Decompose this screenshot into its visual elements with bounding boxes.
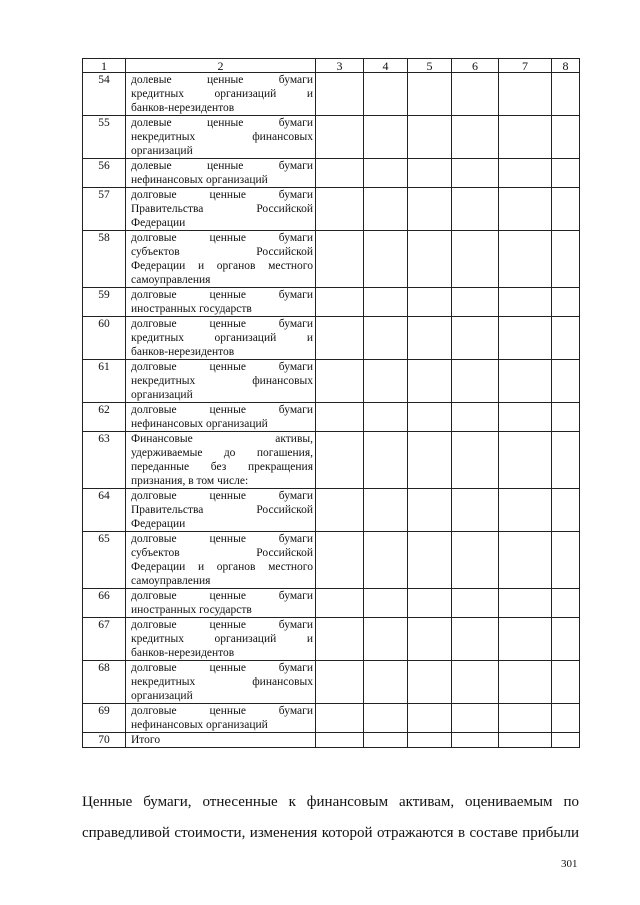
description-line: долговые ценные бумаги [131,189,313,201]
description-line: долевые ценные бумаги [131,74,313,86]
description-line: субъектов Российской [131,547,313,559]
description-line: организаций [131,145,193,157]
empty-cell [316,231,364,288]
empty-cell [552,116,580,159]
row-number: 56 [83,159,126,188]
row-number: 67 [83,618,126,661]
empty-cell [316,159,364,188]
empty-cell [452,618,499,661]
empty-cell [316,618,364,661]
row-description [126,432,316,489]
row-description [126,704,316,733]
empty-cell [316,317,364,360]
empty-cell [552,288,580,317]
row-number: 70 [83,733,126,748]
empty-cell [316,73,364,116]
table-row [83,432,580,489]
empty-cell [364,231,408,288]
description-line: Федерации и органов местного [131,260,313,272]
description-line: самоуправления [131,575,211,587]
empty-cell [316,489,364,532]
column-header: 8 [552,59,580,73]
description-line: переданные без прекращения [131,461,313,473]
row-number: 65 [83,532,126,589]
description-line: Федерации [131,518,186,530]
description-line: признания, в том числе: [131,475,249,487]
empty-cell [499,733,552,748]
empty-cell [364,532,408,589]
row-number: 69 [83,704,126,733]
empty-cell [499,116,552,159]
empty-cell [316,589,364,618]
empty-cell [316,661,364,704]
row-number: 58 [83,231,126,288]
data-table [82,58,580,748]
description-line: некредитных финансовых [131,375,313,387]
table-row [83,704,580,733]
description-line: нефинансовых организаций [131,719,268,731]
header-row [83,59,580,73]
description-line: нефинансовых организаций [131,174,268,186]
empty-cell [364,733,408,748]
empty-cell [552,403,580,432]
row-description [126,532,316,589]
empty-cell [552,317,580,360]
table-row [83,116,580,159]
empty-cell [408,733,452,748]
empty-cell [552,360,580,403]
empty-cell [552,432,580,489]
row-number: 59 [83,288,126,317]
empty-cell [408,317,452,360]
empty-cell [499,704,552,733]
row-description [126,589,316,618]
row-number: 62 [83,403,126,432]
description-line: некредитных финансовых [131,676,313,688]
empty-cell [408,116,452,159]
empty-cell [408,489,452,532]
description-line: долговые ценные бумаги [131,318,313,330]
description-line: банков-нерезидентов [131,647,235,659]
description-line: самоуправления [131,274,211,286]
row-description [126,116,316,159]
empty-cell [499,661,552,704]
column-header: 3 [316,59,364,73]
table-row [83,360,580,403]
empty-cell [408,661,452,704]
description-line: долговые ценные бумаги [131,619,313,631]
empty-cell [552,589,580,618]
row-number: 61 [83,360,126,403]
table-row [83,733,580,748]
empty-cell [499,489,552,532]
description-line: субъектов Российской [131,246,313,258]
empty-cell [499,231,552,288]
row-description [126,231,316,288]
table-row [83,288,580,317]
empty-cell [408,231,452,288]
column-header: 5 [408,59,452,73]
table-row [83,73,580,116]
empty-cell [364,704,408,733]
table-row [83,589,580,618]
row-description [126,489,316,532]
description-line: долевые ценные бумаги [131,117,313,129]
description-line: Федерации и органов местного [131,561,313,573]
empty-cell [364,432,408,489]
empty-cell [316,704,364,733]
description-line: долговые ценные бумаги [131,404,313,416]
empty-cell [364,288,408,317]
empty-cell [552,618,580,661]
empty-cell [316,733,364,748]
row-number: 63 [83,432,126,489]
description-line: долговые ценные бумаги [131,533,313,545]
row-description [126,317,316,360]
empty-cell [499,159,552,188]
empty-cell [316,403,364,432]
empty-cell [452,733,499,748]
body-paragraph-line-1: Ценные бумаги, отнесенные к финансовым активам, оцениваемым по [82,794,579,810]
table-row [83,532,580,589]
empty-cell [408,73,452,116]
empty-cell [452,532,499,589]
description-line: долговые ценные бумаги [131,590,313,602]
empty-cell [408,532,452,589]
empty-cell [499,288,552,317]
empty-cell [364,159,408,188]
empty-cell [408,360,452,403]
empty-cell [452,661,499,704]
row-number: 54 [83,73,126,116]
empty-cell [552,73,580,116]
description-line: Финансовые активы, [131,433,313,445]
empty-cell [408,288,452,317]
empty-cell [552,661,580,704]
empty-cell [364,116,408,159]
description-line: долговые ценные бумаги [131,289,313,301]
empty-cell [552,159,580,188]
row-description [126,188,316,231]
description-line: долевые ценные бумаги [131,160,313,172]
empty-cell [452,360,499,403]
empty-cell [499,360,552,403]
empty-cell [364,589,408,618]
empty-cell [552,188,580,231]
row-description [126,360,316,403]
empty-cell [408,618,452,661]
empty-cell [364,360,408,403]
description-line: нефинансовых организаций [131,418,268,430]
table-row [83,317,580,360]
empty-cell [452,432,499,489]
column-header: 7 [499,59,552,73]
empty-cell [408,188,452,231]
description-line: удерживаемые до погашения, [131,447,313,459]
row-description [126,618,316,661]
empty-cell [452,589,499,618]
description-line: долговые ценные бумаги [131,232,313,244]
empty-cell [452,116,499,159]
empty-cell [552,733,580,748]
column-header: 2 [126,59,316,73]
row-description [126,403,316,432]
table-row [83,188,580,231]
description-line: иностранных государств [131,604,252,616]
empty-cell [364,317,408,360]
empty-cell [452,317,499,360]
table-row [83,661,580,704]
empty-cell [499,317,552,360]
page-number: 301 [561,858,578,870]
empty-cell [499,432,552,489]
empty-cell [364,403,408,432]
empty-cell [364,489,408,532]
description-line: Правительства Российской [131,203,313,215]
empty-cell [499,589,552,618]
description-line: кредитных организаций и [131,88,313,100]
empty-cell [408,403,452,432]
empty-cell [408,704,452,733]
empty-cell [408,432,452,489]
row-number: 64 [83,489,126,532]
empty-cell [364,661,408,704]
row-number: 68 [83,661,126,704]
table-row [83,489,580,532]
description-line: организаций [131,690,193,702]
empty-cell [452,288,499,317]
empty-cell [316,432,364,489]
empty-cell [499,532,552,589]
empty-cell [316,360,364,403]
empty-cell [452,159,499,188]
empty-cell [552,532,580,589]
empty-cell [452,704,499,733]
description-line: Федерации [131,217,186,229]
table-row [83,403,580,432]
description-line: долговые ценные бумаги [131,705,313,717]
empty-cell [452,403,499,432]
empty-cell [408,159,452,188]
empty-cell [316,532,364,589]
description-line: кредитных организаций и [131,633,313,645]
column-header: 6 [452,59,499,73]
empty-cell [364,188,408,231]
row-description [126,733,316,748]
description-line: банков-нерезидентов [131,346,235,358]
description-line: кредитных организаций и [131,332,313,344]
empty-cell [499,188,552,231]
empty-cell [552,231,580,288]
description-line: долговые ценные бумаги [131,361,313,373]
column-header: 4 [364,59,408,73]
row-description [126,159,316,188]
empty-cell [316,188,364,231]
row-number: 66 [83,589,126,618]
description-line: организаций [131,389,193,401]
body-paragraph-line-2: справедливой стоимости, изменения которой отражаются в составе прибыли [82,825,579,841]
row-description [126,73,316,116]
empty-cell [452,188,499,231]
empty-cell [452,231,499,288]
row-description [126,288,316,317]
empty-cell [408,589,452,618]
empty-cell [499,73,552,116]
table-row [83,618,580,661]
row-number: 57 [83,188,126,231]
empty-cell [452,73,499,116]
empty-cell [316,288,364,317]
row-number: 55 [83,116,126,159]
empty-cell [499,618,552,661]
description-line: некредитных финансовых [131,131,313,143]
empty-cell [364,73,408,116]
empty-cell [316,116,364,159]
column-header: 1 [83,59,126,73]
row-number: 60 [83,317,126,360]
row-description [126,661,316,704]
description-line: долговые ценные бумаги [131,662,313,674]
empty-cell [452,489,499,532]
table-row [83,231,580,288]
description-line: банков-нерезидентов [131,102,235,114]
empty-cell [499,403,552,432]
description-line: Правительства Российской [131,504,313,516]
description-line: долговые ценные бумаги [131,490,313,502]
table-row [83,159,580,188]
description-line: иностранных государств [131,303,252,315]
description-line: Итого [131,734,161,746]
empty-cell [552,489,580,532]
empty-cell [364,618,408,661]
empty-cell [552,704,580,733]
